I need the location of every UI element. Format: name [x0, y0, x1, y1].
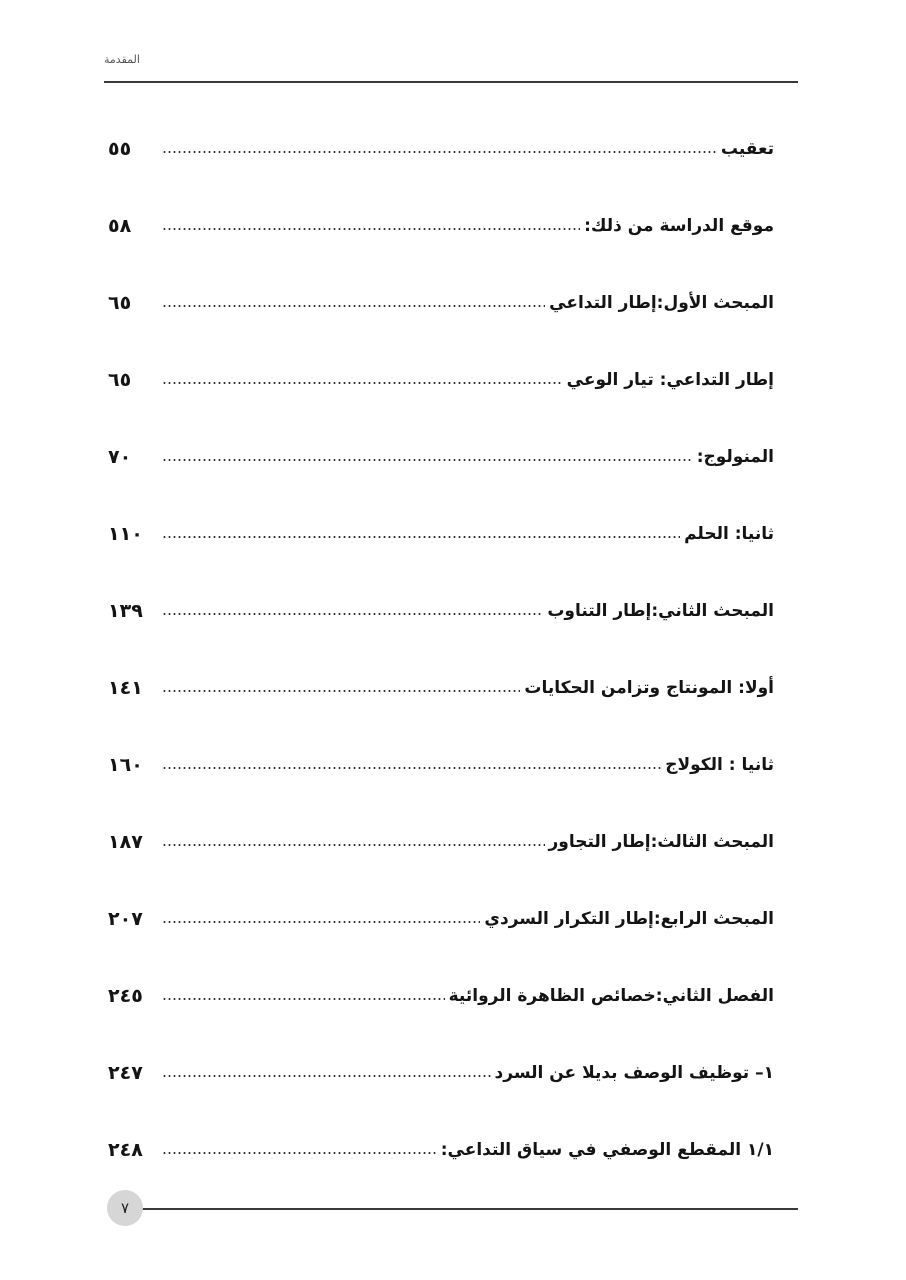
toc-dot-leader [162, 690, 520, 692]
toc-entry-title: المبحث الثالث:إطار التجاور [548, 831, 774, 852]
toc-entry-page-number: ١٣٩ [108, 599, 143, 622]
toc-entry [108, 264, 774, 341]
toc-entry-title: ثانيا: الحلم [684, 523, 774, 544]
toc-entry [108, 187, 774, 264]
toc-entry-page-number: ٢٤٥ [108, 984, 143, 1007]
toc-entry [108, 495, 774, 572]
toc-entry-page-number: ٦٥ [108, 291, 132, 314]
toc-dot-leader [162, 151, 717, 153]
toc-entry-page-number: ١٨٧ [108, 830, 143, 853]
page-number-badge: ٧ [107, 1190, 143, 1226]
toc-entry [108, 572, 774, 649]
toc-entry-page-number: ١١٠ [108, 522, 143, 545]
toc-entry-title: المنولوج: [696, 446, 774, 467]
toc-entry [108, 1111, 774, 1188]
toc-entry-page-number: ١٤١ [108, 676, 143, 699]
toc-dot-leader [162, 613, 543, 615]
toc-entry-title: ١– توظيف الوصف بديلا عن السرد [494, 1062, 774, 1083]
toc-entry-page-number: ٢٠٧ [108, 907, 143, 930]
toc-entry-page-number: ٧٠ [108, 445, 132, 468]
toc-entry [108, 1034, 774, 1111]
toc-entry [108, 803, 774, 880]
toc-dot-leader [162, 459, 693, 461]
toc-entry [108, 726, 774, 803]
toc-entry [108, 957, 774, 1034]
toc-entry-title: إطار التداعي: تيار الوعي [566, 369, 774, 390]
table-of-contents [108, 110, 774, 1188]
toc-entry-page-number: ٢٤٧ [108, 1061, 143, 1084]
toc-entry-title: موقع الدراسة من ذلك: [584, 215, 774, 236]
toc-entry-title: المبحث الأول:إطار التداعي [549, 292, 774, 313]
toc-entry [108, 110, 774, 187]
toc-dot-leader [162, 228, 580, 230]
toc-entry-page-number: ٥٨ [108, 214, 132, 237]
toc-entry-title: تعقيب [720, 138, 774, 159]
toc-entry [108, 880, 774, 957]
toc-entry-page-number: ٦٥ [108, 368, 132, 391]
toc-entry [108, 418, 774, 495]
toc-entry-page-number: ٥٥ [108, 137, 132, 160]
toc-dot-leader [162, 305, 545, 307]
toc-entry-title: ثانيا : الكولاج [665, 754, 774, 775]
toc-dot-leader [162, 844, 545, 846]
toc-dot-leader [162, 767, 661, 769]
toc-dot-leader [162, 998, 445, 1000]
toc-entry-title: ١/١ المقطع الوصفي في سياق التداعي: [440, 1139, 774, 1160]
toc-dot-leader [162, 536, 680, 538]
toc-dot-leader [162, 1075, 491, 1077]
toc-entry-title: المبحث الرابع:إطار التكرار السردي [484, 908, 774, 929]
toc-entry [108, 341, 774, 418]
footer-divider [140, 1208, 798, 1210]
toc-entry-title: المبحث الثاني:إطار التناوب [547, 600, 774, 621]
toc-entry [108, 649, 774, 726]
toc-dot-leader [162, 921, 480, 923]
toc-entry-page-number: ٢٤٨ [108, 1138, 143, 1161]
toc-dot-leader [162, 1152, 437, 1154]
toc-entry-title: أولا: المونتاج وتزامن الحكايات [524, 677, 774, 698]
header-divider [104, 81, 798, 83]
toc-entry-page-number: ١٦٠ [108, 753, 143, 776]
toc-dot-leader [162, 382, 563, 384]
running-header: المقدمة [104, 53, 140, 66]
toc-entry-title: الفصل الثاني:خصائص الظاهرة الروائية [448, 985, 774, 1006]
